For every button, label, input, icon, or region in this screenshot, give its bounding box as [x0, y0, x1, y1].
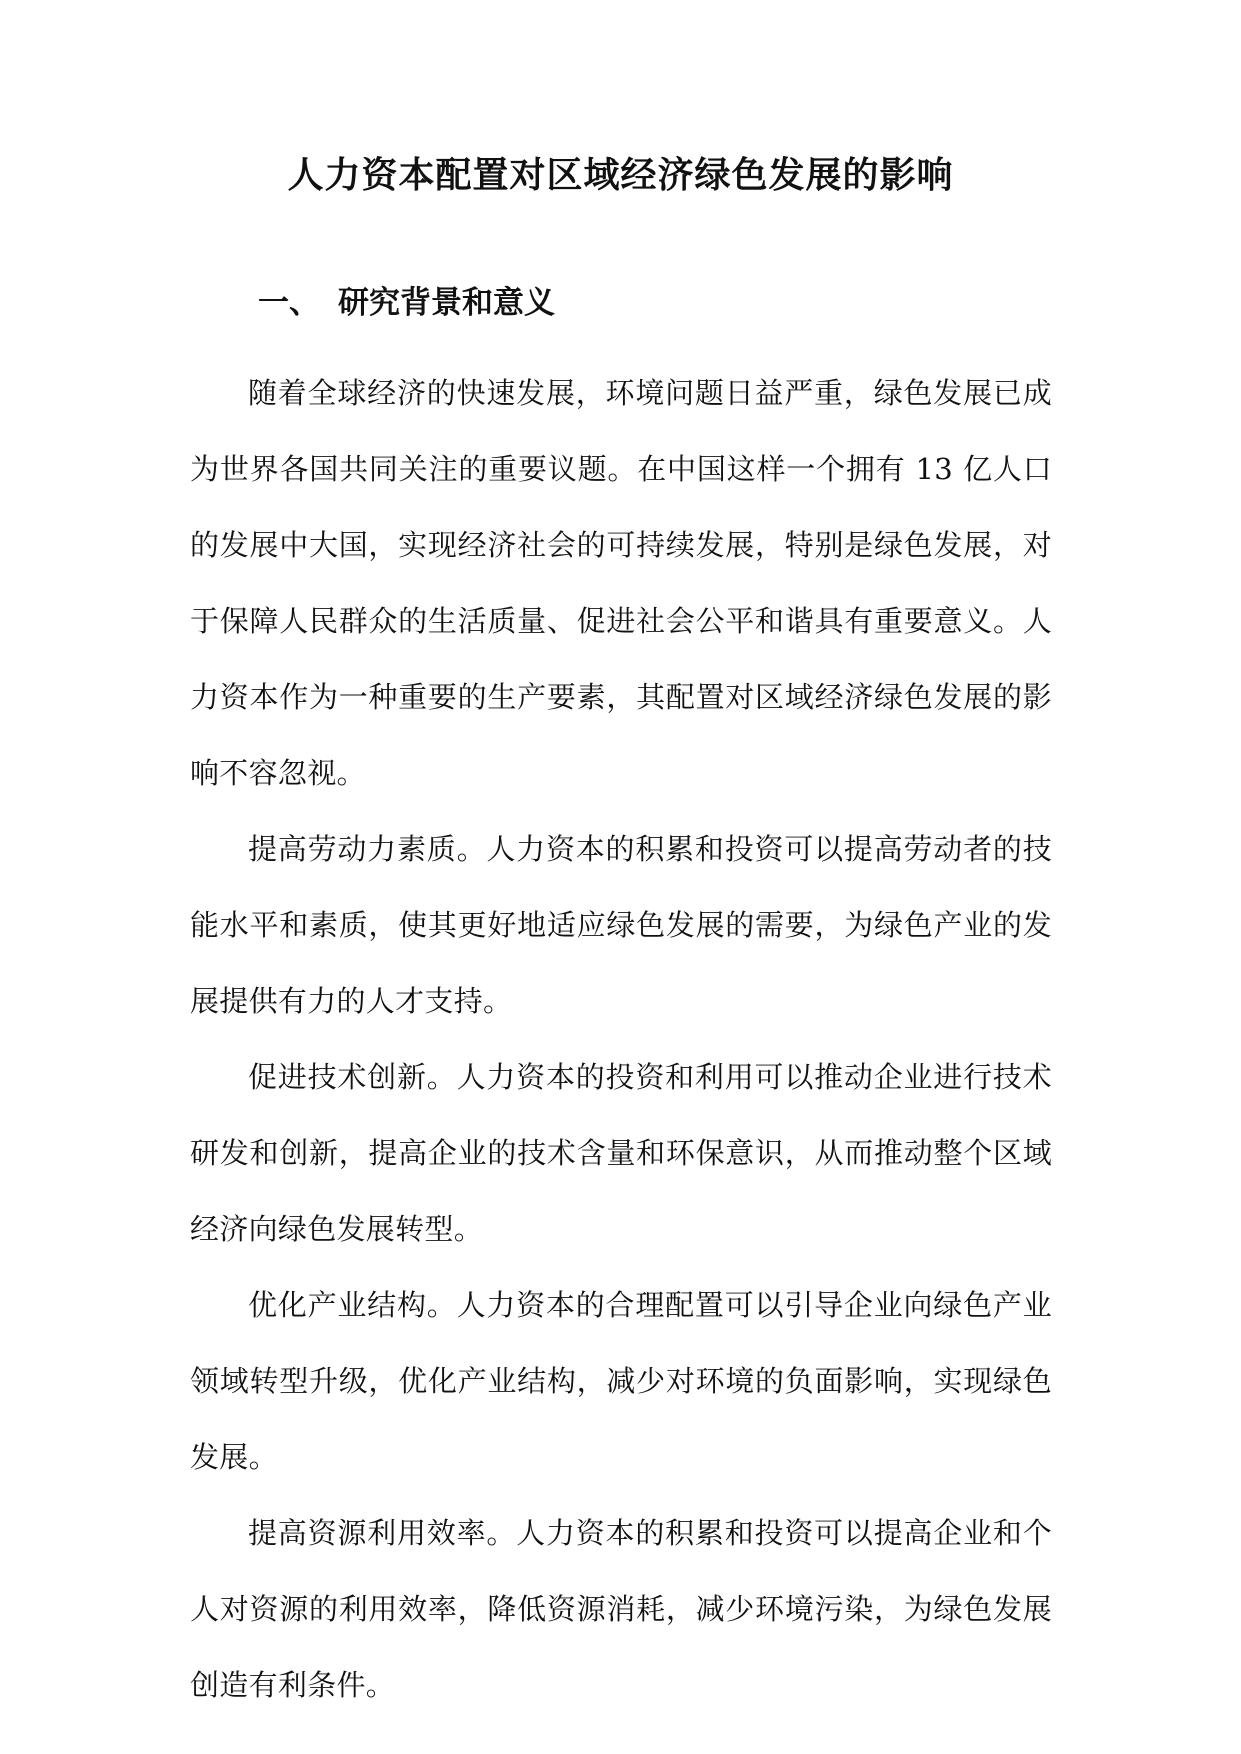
- section-heading: [258, 278, 555, 328]
- paragraph-labor-quality: 提高劳动力素质。人力资本的积累和投资可以提高劳动者的技能水平和素质，使其更好地适应绿色发展的需要，为绿色产业的发展提供有力的人才支持。: [190, 832, 1052, 1018]
- paragraph-tech-innovation: 促进技术创新。人力资本的投资和利用可以推动企业进行技术研发和创新，提高企业的技术含量和环保意识，从而推动整个区域经济向绿色发展转型。: [190, 1060, 1052, 1246]
- document-title: 人力资本配置对区域经济绿色发展的影响: [287, 155, 954, 196]
- paragraph-industrial-structure: 优化产业结构。人力资本的合理配置可以引导企业向绿色产业领域转型升级，优化产业结构，减少对环境的负面影响，实现绿色发展。: [190, 1288, 1052, 1474]
- paragraph-background: 随着全球经济的快速发展，环境问题日益严重，绿色发展已成为世界各国共同关注的重要议题。在中国这样一个拥有 13 亿人口的发展中大国，实现经济社会的可持续发展，特别是绿色发展，对于保障人民群众的生活质量、促进社会公平和谐具有重要意义。人力资本作为一种重要的生产要素，其配置对区域经济绿色发展的影响不容忽视。: [190, 376, 1052, 790]
- section-title: 研究背景和意义: [338, 285, 555, 321]
- paragraph-resource-efficiency: 提高资源利用效率。人力资本的积累和投资可以提高企业和个人对资源的利用效率，降低资源消耗，减少环境污染，为绿色发展创造有利条件。: [190, 1516, 1052, 1702]
- section-number: 一、: [258, 285, 320, 321]
- body-text: [190, 355, 1052, 1723]
